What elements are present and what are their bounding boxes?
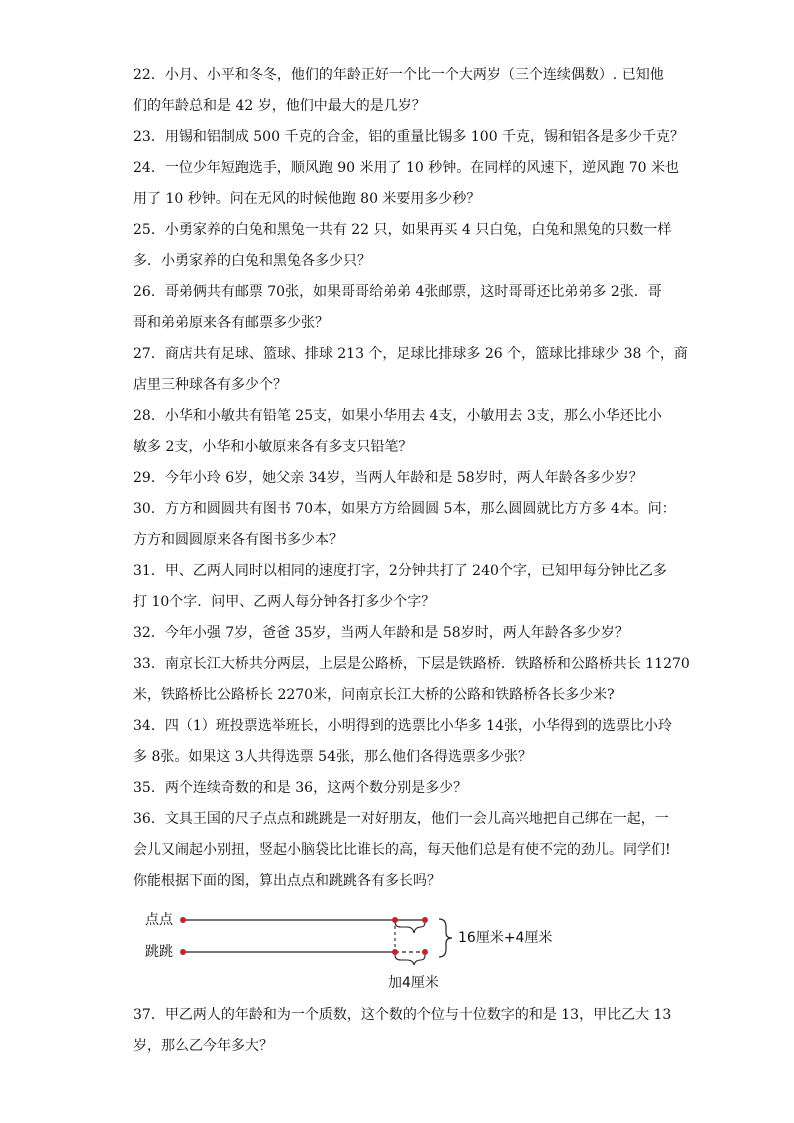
question-q30 [133, 494, 676, 556]
question-line: 29．今年小玲 6岁，她父亲 34岁，当两人年龄和是 58岁时，两人年龄各多少岁？ [133, 470, 643, 486]
question-q26 [133, 277, 673, 339]
question-q36 [133, 804, 673, 897]
label-total-length: 16厘米+4厘米 [458, 930, 553, 946]
question-line: 32．今年小强 7岁，爸爸 35岁，当两人年龄和是 58岁时，两人年龄各多少岁？ [133, 625, 629, 641]
question-line: 店里三种球各有多少个？ [133, 377, 287, 393]
question-line: 岁，那么乙今年多大？ [133, 1038, 273, 1054]
question-q29 [133, 463, 673, 494]
label-tiaotiao: 跳跳 [145, 944, 173, 960]
question-line: 25．小勇家养的白兔和黑兔一共有 22 只，如果再买 4 只白兔，白兔和黑兔的只数一样 [133, 222, 672, 238]
question-q28 [133, 401, 673, 463]
question-q35 [133, 773, 673, 804]
dot-end-top [422, 917, 428, 923]
question-q33 [133, 649, 690, 711]
question-line: 用了 10 秒钟。问在无风的时候他跑 80 米要用多少秒？ [133, 191, 481, 207]
dot-end-bottom [422, 949, 428, 955]
question-q24 [133, 153, 679, 215]
dot-mid-top [392, 917, 398, 923]
question-line: 35．两个连续奇数的和是 36，这两个数分别是多少？ [133, 780, 468, 796]
question-line: 22．小月、小平和冬冬，他们的年龄正好一个比一个大两岁（三个连续偶数）. 已知他 [133, 67, 664, 83]
question-line: 方方和圆圆原来各有图书多少本？ [133, 532, 343, 548]
question-q23 [133, 122, 685, 153]
question-line: 打 10个字．问甲、乙两人每分钟各打多少个字？ [133, 594, 436, 610]
question-line: 33．南京长江大桥共分两层，上层是公路桥，下层是铁路桥．铁路桥和公路桥共长 11270 [133, 656, 690, 672]
worksheet-page [133, 60, 690, 1062]
dot-mid-bottom [392, 949, 398, 955]
small-brace-bottom [395, 955, 425, 965]
question-q27 [133, 339, 688, 401]
question-line: 30．方方和圆圆共有图书 70本，如果方方给圆圆 5本，那么圆圆就比方方多 4本。问： [133, 501, 676, 517]
question-list [133, 60, 690, 1062]
question-line: 28．小华和小敏共有铅笔 25支，如果小华用去 4支，小敏用去 3支，那么小华还比小 [133, 408, 662, 424]
question-line: 31．甲、乙两人同时以相同的速度打字，2分钟共打了 240个字，已知甲每分钟比乙多 [133, 563, 667, 579]
question-line: 哥和弟弟原来各有邮票多少张？ [133, 315, 329, 331]
question-line: 敏多 2支，小华和小敏原来各有多支只铅笔？ [133, 439, 413, 455]
dot-start-top [180, 917, 186, 923]
question-line: 多．小勇家养的白兔和黑兔各多少只？ [133, 253, 371, 269]
dot-start-bottom [180, 949, 186, 955]
question-line: 24．一位少年短跑选手，顺风跑 90 米用了 10 秒钟。在同样的风速下，逆风跑 70 米也 [133, 160, 679, 176]
question-line: 们的年龄总和是 42 岁，他们中最大的是几岁？ [133, 98, 426, 114]
question-line: 27．商店共有足球、篮球、排球 213 个，足球比排球多 26 个，篮球比排球少 38 个，商 [133, 346, 688, 362]
label-diandian: 点点 [145, 912, 173, 928]
question-line: 36．文具王国的尺子点点和跳跳是一对好朋友，他们一会儿高兴地把自己绑在一起，一 [133, 811, 669, 827]
question-line: 26．哥弟俩共有邮票 70张，如果哥哥给弟弟 4张邮票，这时哥哥还比弟弟多 2张．哥 [133, 284, 662, 300]
question-q22 [133, 60, 673, 122]
question-q25 [133, 215, 673, 277]
label-add-length: 加4厘米 [388, 975, 439, 991]
question-line: 你能根据下面的图，算出点点和跳跳各有多长吗？ [133, 873, 441, 889]
question-q32 [133, 618, 673, 649]
question-line: 多 8张。如果这 3人共得选票 54张，那么他们各得选票多少张？ [133, 749, 532, 765]
length-diagram [133, 905, 673, 1000]
question-q37 [133, 1000, 673, 1062]
question-line: 34．四（1）班投票选举班长，小明得到的选票比小华多 14张，小华得到的选票比小玲 [133, 718, 672, 734]
question-q31 [133, 556, 673, 618]
question-line: 37．甲乙两人的年龄和为一个质数，这个数的个位与十位数字的和是 13，甲比乙大 13 [133, 1007, 672, 1023]
question-line: 米，铁路桥比公路桥长 2270米，问南京长江大桥的公路和铁路桥各长多少米? [133, 687, 615, 703]
question-line: 会儿又闹起小别扭，竖起小脑袋比比谁长的高，每天他们总是有使不完的劲儿。同学们! [133, 842, 671, 858]
question-line: 23．用锡和铝制成 500 千克的合金，铝的重量比锡多 100 千克，锡和铝各是多少千克？ [133, 129, 685, 145]
question-q34 [133, 711, 673, 773]
small-brace-top [395, 922, 425, 933]
large-brace [439, 919, 452, 957]
